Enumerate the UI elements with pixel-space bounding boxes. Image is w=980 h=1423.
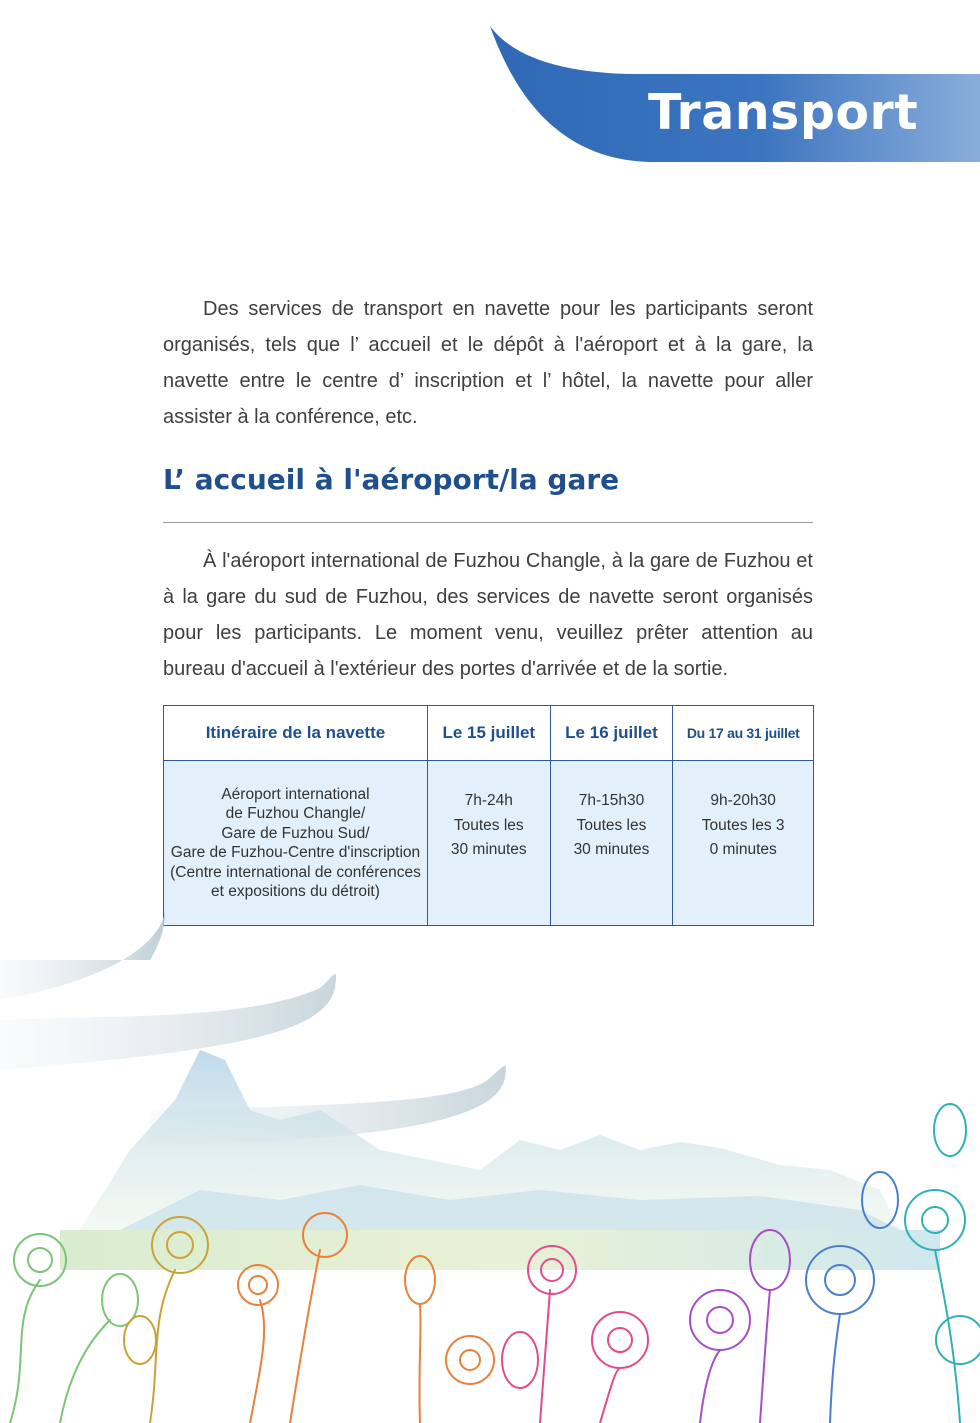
- header-july-15: Le 15 juillet: [427, 706, 550, 761]
- schedule-hours: 7h-15h30: [578, 792, 645, 809]
- schedule-frequency: Toutes les: [576, 816, 647, 834]
- schedule-frequency: 0 minutes: [709, 841, 777, 858]
- header-july-16: Le 16 juillet: [550, 706, 673, 761]
- schedule-frequency: Toutes les: [453, 816, 524, 834]
- section-paragraph: À l'aéroport international de Fuzhou Changle, à la gare de Fuzhou et à la gare du sud de Fuzhou, des services de navette seront organisés pour les participants. Le moment venu, veuillez prêter attention au bureau d'accueil à l'extérieur des portes d'arrivée et de la sortie.: [163, 550, 813, 680]
- route-line: Gare de Fuzhou Sud/: [221, 824, 370, 842]
- header-itinerary: Itinéraire de la navette: [164, 706, 428, 761]
- heading-divider: [163, 522, 813, 523]
- schedule-frequency: Toutes les 3: [701, 816, 785, 834]
- route-line: Aéroport international: [221, 785, 370, 803]
- schedule-frequency: 30 minutes: [450, 841, 527, 858]
- header-july-17-31: Du 17 au 31 juillet: [673, 706, 814, 761]
- route-line: (Centre international de conférences: [170, 863, 421, 881]
- landscape-flowers-illustration: [0, 900, 980, 1423]
- schedule-hours: 9h-20h30: [710, 792, 776, 809]
- page-title: Transport: [648, 84, 919, 141]
- table-header-row: [164, 706, 814, 761]
- schedule-frequency: 30 minutes: [573, 841, 650, 858]
- route-line: Gare de Fuzhou-Centre d'inscription: [170, 844, 421, 861]
- schedule-hours: 7h-24h: [464, 792, 513, 809]
- intro-paragraph: Des services de transport en navette pour les participants seront organisés, tels que l’ accueil et le dépôt à l'aéroport et à la gare, la navette entre le centre d’ inscription et l’ hôtel, la navette pour aller assister à la conférence, etc.: [163, 298, 813, 428]
- shuttle-schedule-table: [163, 705, 814, 926]
- section-heading: L’ accueil à l'aéroport/la gare: [163, 463, 620, 496]
- route-line: et expositions du détroit): [211, 883, 380, 900]
- route-line: de Fuzhou Changle/: [225, 805, 366, 822]
